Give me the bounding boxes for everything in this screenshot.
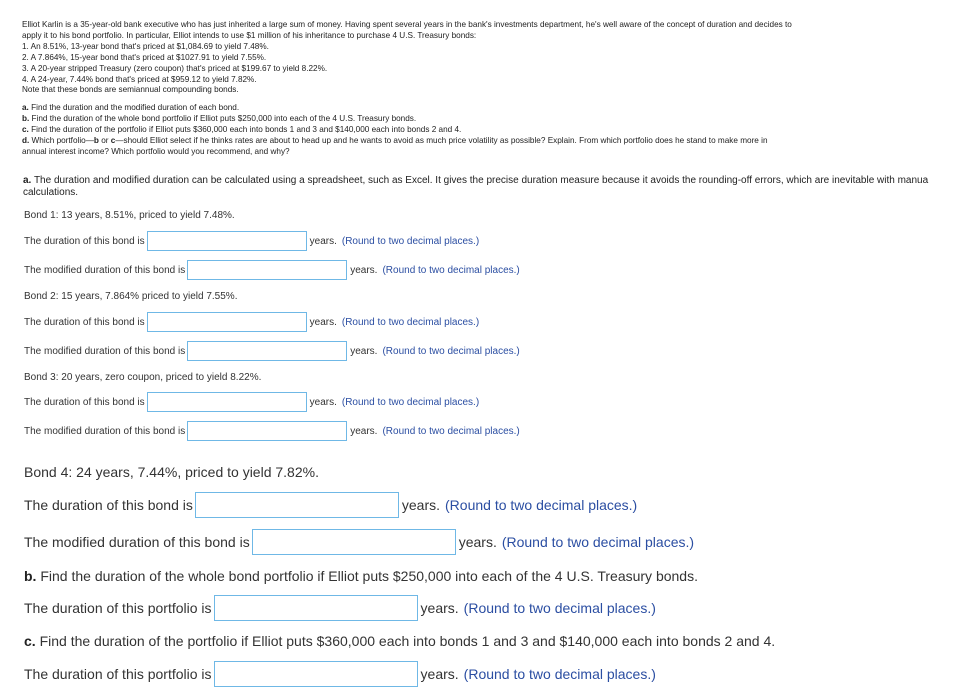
bond-2-duration-row [24,312,479,332]
part-b-portfolio-duration-input[interactable] [214,595,418,621]
bond-2-modified-row [24,341,520,361]
problem-part-d-cont: annual interest income? Which portfolio would you recommend, and why? [22,146,290,156]
units-label: years. [309,235,337,247]
rounding-hint: (Round to two decimal places.) [463,600,656,616]
modified-duration-label: The modified duration of this bond is [24,264,186,276]
problem-intro-line: Elliot Karlin is a 35-year-old bank executive who has just inherited a large sum of money. Having spent several years in the bank's investments department, he's well aware of the concept of duration and decides to [22,20,792,29]
duration-label: The duration of this bond is [24,235,145,247]
bond-4-modified-row [24,529,694,555]
bond-3-heading: Bond 3: 20 years, zero coupon, priced to yield 8.22%. [24,372,262,383]
part-c-heading: c. Find the duration of the portfolio if Elliot puts $360,000 each into bonds 1 and 3 and $140,000 each into bonds 2 and 4. [24,633,776,649]
rounding-hint: (Round to two decimal places.) [445,497,638,513]
duration-label: The duration of this bond is [24,396,145,408]
problem-part-b: b. Find the duration of the whole bond portfolio if Elliot puts $250,000 into each of the 4 U.S. Treasury bonds. [22,114,417,124]
bond-1-duration-row [24,231,479,251]
bond-3-duration-row [24,392,479,412]
portfolio-duration-label: The duration of this portfolio is [24,600,212,616]
modified-duration-label: The modified duration of this bond is [24,345,186,357]
units-label: years. [350,345,378,357]
bond-2-modified-duration-input[interactable] [187,341,347,361]
rounding-hint: (Round to two decimal places.) [501,534,695,550]
part-c-row [24,661,656,687]
bond-3-duration-input[interactable] [147,392,307,412]
problem-part-d: d. Which portfolio—b or c—should Elliot select if he thinks rates are about to head up and he wants to avoid as much price volatility as possible? Explain. From which portfolio does he stand to make more in [22,136,768,146]
bond-4-duration-input[interactable] [195,492,399,518]
bond-3-modified-row [24,421,520,441]
bond-3-modified-duration-input[interactable] [187,421,347,441]
problem-note: Note that these bonds are semiannual compounding bonds. [22,85,239,95]
bond-2-duration-input[interactable] [147,312,307,332]
portfolio-duration-label: The duration of this portfolio is [24,666,212,682]
rounding-hint: (Round to two decimal places.) [341,316,480,328]
units-label: years. [309,316,337,328]
rounding-hint: (Round to two decimal places.) [341,396,480,408]
bond-4-modified-duration-input[interactable] [252,529,456,555]
duration-label: The duration of this bond is [24,316,145,328]
problem-bond-3: 3. A 20-year stripped Treasury (zero coupon) that's priced at $199.67 to yield 8.22%. [22,63,328,73]
bond-1-duration-input[interactable] [147,231,307,251]
units-label: years. [401,497,441,513]
problem-part-a: a. Find the duration and the modified duration of each bond. [22,103,240,113]
modified-duration-label: The modified duration of this bond is [24,534,250,550]
problem-part-c: c. Find the duration of the portfolio if Elliot puts $360,000 each into bonds 1 and 3 and $140,000 each into bonds 2 and 4. [22,125,462,135]
bond-1-modified-row [24,260,520,280]
rounding-hint: (Round to two decimal places.) [382,345,520,357]
problem-bond-2: 2. A 7.864%, 15-year bond that's priced at $1027.91 to yield 7.55%. [22,52,267,62]
rounding-hint: (Round to two decimal places.) [463,666,656,682]
part-b-heading: b. Find the duration of the whole bond portfolio if Elliot puts $250,000 into each of the 4 U.S. Treasury bonds. [24,568,698,584]
problem-statement [22,20,942,158]
rounding-hint: (Round to two decimal places.) [382,425,520,437]
problem-bond-1: 1. An 8.51%, 13-year bond that's priced at $1,084.69 to yield 7.48%. [22,41,269,51]
part-b-row [24,595,656,621]
modified-duration-label: The modified duration of this bond is [24,425,186,437]
bond-1-heading: Bond 1: 13 years, 8.51%, priced to yield 7.48%. [24,210,235,221]
units-label: years. [350,425,378,437]
units-label: years. [420,600,459,616]
bond-2-heading: Bond 2: 15 years, 7.864% priced to yield 7.55%. [24,291,238,302]
bond-1-modified-duration-input[interactable] [187,260,347,280]
units-label: years. [458,534,497,550]
rounding-hint: (Round to two decimal places.) [382,264,520,276]
bond-4-duration-row [24,492,637,518]
units-label: years. [309,396,337,408]
bond-4-heading: Bond 4: 24 years, 7.44%, priced to yield 7.82%. [24,464,319,480]
part-c-portfolio-duration-input[interactable] [214,661,418,687]
problem-bond-4: 4. A 24-year, 7.44% bond that's priced at $959.12 to yield 7.82%. [22,74,257,84]
rounding-hint: (Round to two decimal places.) [341,235,480,247]
answer-a-intro: a. The duration and modified duration can be calculated using a spreadsheet, such as Excel. It gives the precise duration measure because it avoids the rounding-off errors, which are inevitable with manua calculations. [23,175,929,198]
duration-label: The duration of this bond is [24,497,193,513]
problem-intro-line: apply it to his bond portfolio. In particular, Elliot intends to use $1 million of his inheritance to purchase 4 U.S. Treasury bonds: [22,30,477,40]
units-label: years. [420,666,459,682]
units-label: years. [350,264,378,276]
